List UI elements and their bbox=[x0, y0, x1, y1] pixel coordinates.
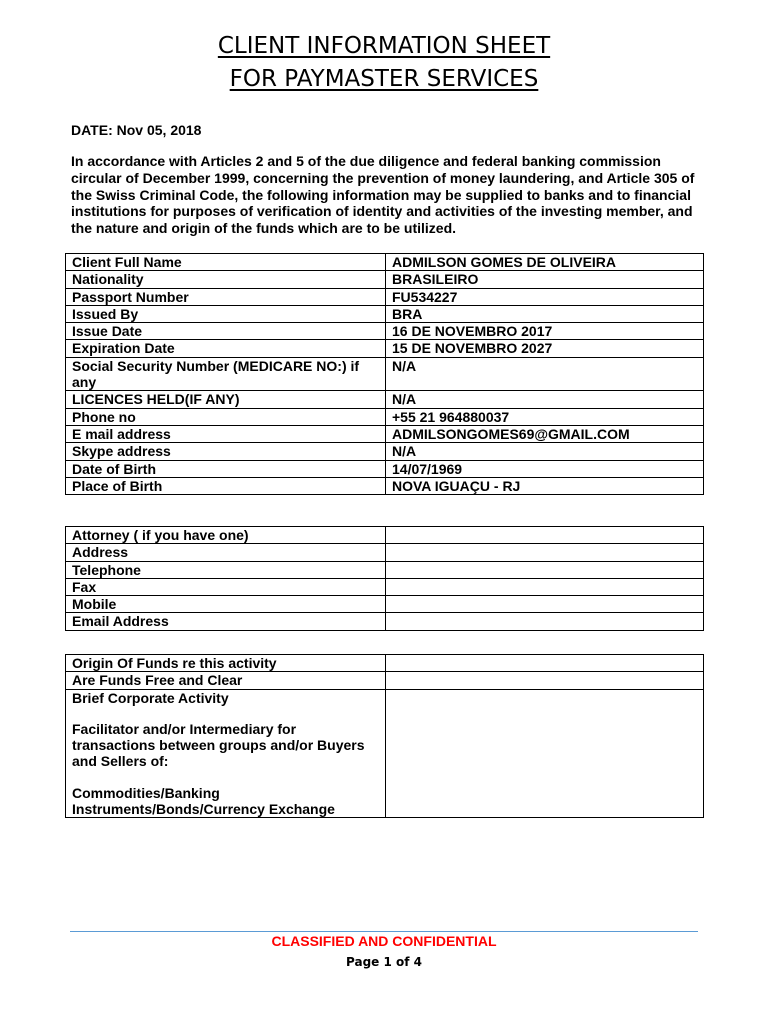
table-row bbox=[66, 254, 704, 271]
corporate-activity-cell bbox=[66, 689, 386, 818]
classification-label: CLASSIFIED AND CONFIDENTIAL bbox=[271, 933, 497, 949]
field-value bbox=[386, 578, 704, 595]
table-row bbox=[66, 689, 704, 818]
table-row bbox=[66, 596, 704, 613]
field-value: +55 21 964880037 bbox=[386, 408, 704, 425]
field-label: Social Security Number (MEDICARE NO:) if any bbox=[66, 357, 386, 391]
field-value bbox=[386, 655, 704, 672]
document-title-line-2 bbox=[0, 62, 768, 96]
field-value: BRA bbox=[386, 305, 704, 322]
table-row bbox=[66, 578, 704, 595]
field-value: FU534227 bbox=[386, 288, 704, 305]
field-value bbox=[386, 596, 704, 613]
field-value: N/A bbox=[386, 443, 704, 460]
table-row bbox=[66, 391, 704, 408]
field-value bbox=[386, 689, 704, 818]
field-value: NOVA IGUAÇU - RJ bbox=[386, 477, 704, 494]
field-value: 14/07/1969 bbox=[386, 460, 704, 477]
table-row bbox=[66, 357, 704, 391]
table-row bbox=[66, 527, 704, 544]
table-row bbox=[66, 408, 704, 425]
field-label: E mail address bbox=[66, 425, 386, 442]
field-label: Origin Of Funds re this activity bbox=[66, 655, 386, 672]
field-label: Client Full Name bbox=[66, 254, 386, 271]
field-label: Fax bbox=[66, 578, 386, 595]
table-row bbox=[66, 425, 704, 442]
footer-divider bbox=[70, 931, 698, 932]
field-value bbox=[386, 561, 704, 578]
field-value bbox=[386, 527, 704, 544]
field-label: Date of Birth bbox=[66, 460, 386, 477]
table-row bbox=[66, 613, 704, 630]
table-row bbox=[66, 305, 704, 322]
field-value: 15 DE NOVEMBRO 2027 bbox=[386, 340, 704, 357]
field-label: Passport Number bbox=[66, 288, 386, 305]
document-title-line-1 bbox=[0, 29, 768, 63]
spacer bbox=[72, 770, 379, 785]
date-line: DATE: Nov 05, 2018 bbox=[71, 122, 202, 138]
table-row bbox=[66, 544, 704, 561]
field-label: Expiration Date bbox=[66, 340, 386, 357]
table-row bbox=[66, 271, 704, 288]
field-label: LICENCES HELD(IF ANY) bbox=[66, 391, 386, 408]
field-value bbox=[386, 672, 704, 689]
field-label: Address bbox=[66, 544, 386, 561]
table-row bbox=[66, 323, 704, 340]
title-line-1-text: CLIENT INFORMATION SHEET bbox=[217, 33, 551, 59]
field-label: Skype address bbox=[66, 443, 386, 460]
title-line-2-text: FOR PAYMASTER SERVICES bbox=[229, 66, 539, 92]
table-row bbox=[66, 477, 704, 494]
field-label: Attorney ( if you have one) bbox=[66, 527, 386, 544]
field-value: ADMILSONGOMES69@GMAIL.COM bbox=[386, 425, 704, 442]
field-label: Place of Birth bbox=[66, 477, 386, 494]
attorney-info-table bbox=[65, 526, 704, 631]
table-row bbox=[66, 655, 704, 672]
field-value bbox=[386, 544, 704, 561]
field-value: BRASILEIRO bbox=[386, 271, 704, 288]
field-label: Email Address bbox=[66, 613, 386, 630]
table-row bbox=[66, 460, 704, 477]
page-number: Page 1 of 4 bbox=[346, 955, 422, 969]
activity-text: Facilitator and/or Intermediary for transactions between groups and/or Buyers and Sellers of: bbox=[72, 720, 365, 770]
field-label: Nationality bbox=[66, 271, 386, 288]
funds-info-table bbox=[65, 654, 704, 818]
field-value: N/A bbox=[386, 357, 704, 391]
table-row bbox=[66, 672, 704, 689]
table-row bbox=[66, 561, 704, 578]
client-info-table bbox=[65, 253, 704, 495]
activity-heading: Brief Corporate Activity bbox=[72, 689, 229, 706]
field-label: Phone no bbox=[66, 408, 386, 425]
activity-items: Commodities/Banking Instruments/Bonds/Currency Exchange bbox=[72, 784, 335, 818]
field-value bbox=[386, 613, 704, 630]
intro-paragraph: In accordance with Articles 2 and 5 of the due diligence and federal banking commission circular of December 1999, concerning the prevention of money laundering, and Article 305 of the Swiss Criminal Code, the following information may be supplied to banks and to financial institutions for purposes of verification of identity and activities of the investing member, and the nature and origin of the funds which are to be utilized. bbox=[71, 153, 695, 237]
table-row bbox=[66, 340, 704, 357]
field-value: N/A bbox=[386, 391, 704, 408]
field-label: Issued By bbox=[66, 305, 386, 322]
field-value: 16 DE NOVEMBRO 2017 bbox=[386, 323, 704, 340]
field-value: ADMILSON GOMES DE OLIVEIRA bbox=[386, 254, 704, 271]
table-row bbox=[66, 443, 704, 460]
field-label: Mobile bbox=[66, 596, 386, 613]
spacer bbox=[72, 706, 379, 721]
field-label: Telephone bbox=[66, 561, 386, 578]
field-label: Are Funds Free and Clear bbox=[66, 672, 386, 689]
field-label: Issue Date bbox=[66, 323, 386, 340]
table-row bbox=[66, 288, 704, 305]
